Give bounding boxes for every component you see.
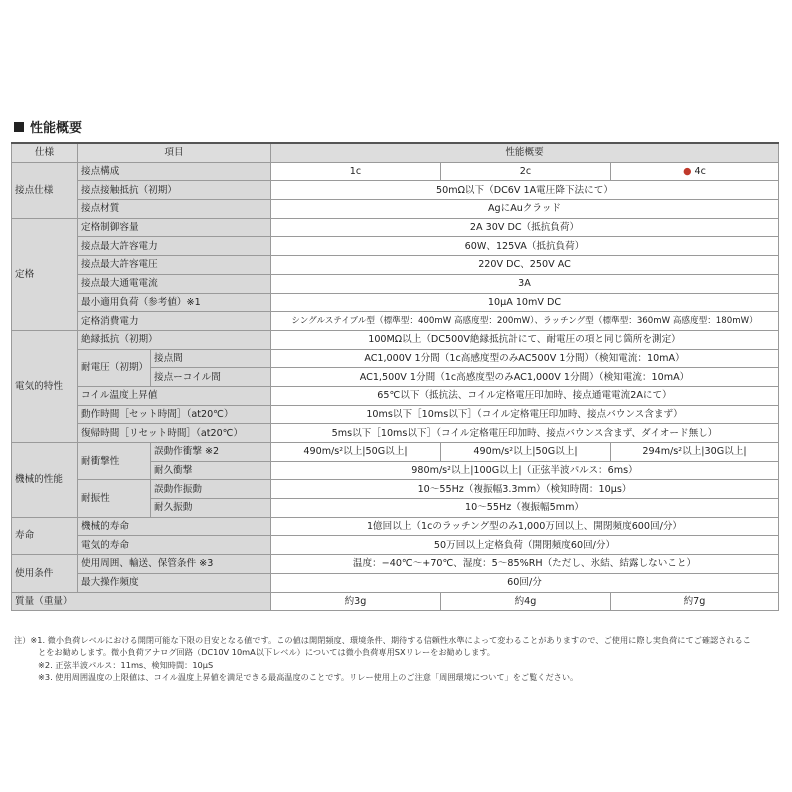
- row-label: 定格制御容量: [78, 218, 271, 237]
- table-row: [12, 218, 779, 237]
- table-row: [12, 330, 779, 349]
- cell-4c: [611, 162, 779, 181]
- group-contact: 接点仕様: [12, 162, 78, 218]
- group-rating: 定格: [12, 218, 78, 330]
- row-label: 接点最大通電電流: [78, 274, 271, 293]
- row-value: 10ms以下［10ms以下］（コイル定格電圧印加時、接点バウンス含まず）: [271, 405, 779, 424]
- table-row: [12, 424, 779, 443]
- table-row: [12, 293, 779, 312]
- table-row: [12, 592, 779, 611]
- row-value: 60回/分: [271, 573, 779, 592]
- header-spec: 仕様: [12, 143, 78, 162]
- row-label: 耐電圧（初期）: [78, 349, 151, 386]
- section-title: [14, 117, 82, 136]
- table-row: [12, 200, 779, 219]
- row-label: 最大操作頻度: [78, 573, 271, 592]
- row-value: 65℃以下（抵抗法、コイル定格電圧印加時、接点通電電流2Aにて）: [271, 386, 779, 405]
- mass-4c: 約7g: [611, 592, 779, 611]
- row-value: 10〜55Hz（複振幅5mm）: [271, 499, 779, 518]
- row-label: 最小適用負荷（参考値）※1: [78, 293, 271, 312]
- row-value: 100MΩ以上（DC500V絶縁抵抗計にて、耐電圧の項と同じ箇所を測定）: [271, 330, 779, 349]
- row-value: 60W、125VA（抵抗負荷）: [271, 237, 779, 256]
- row-label: 耐衝撃性: [78, 443, 151, 480]
- footnote-1-cont: とをお勧めします。微小負荷アナログ回路（DC10V 10mA以下レベル）については微小負荷専用SXリレーをお勧めします。: [38, 647, 495, 658]
- row-value: 温度：−40℃〜+70℃、湿度：5〜85%RH（ただし、氷結、結露しないこと）: [271, 555, 779, 574]
- row-value: 10μA 10mV DC: [271, 293, 779, 312]
- shock-4c: 294m/s²以上|30G以上|: [611, 443, 779, 462]
- table-row: [12, 536, 779, 555]
- row-value: シングルステイブル型（標準型：400mW 高感度型：200mW）、ラッチング型（標準型：360mW 高感度型：180mW）: [271, 312, 779, 331]
- table-row: [12, 181, 779, 200]
- group-mass: 質量（重量）: [12, 592, 271, 611]
- table-row: [12, 162, 779, 181]
- cell-1c: 1c: [271, 162, 441, 181]
- row-value: 10〜55Hz（複振幅3.3mm）（検知時間：10μs）: [271, 480, 779, 499]
- row-label: 接点構成: [78, 162, 271, 181]
- sub-label: 接点ーコイル間: [151, 368, 271, 387]
- row-label: 電気的寿命: [78, 536, 271, 555]
- table-row: [12, 256, 779, 275]
- row-value: 5ms以下［10ms以下］（コイル定格電圧印加時、接点バウンス含まず、ダイオード無し）: [271, 424, 779, 443]
- row-label: 接点最大許容電力: [78, 237, 271, 256]
- table-row: [12, 237, 779, 256]
- row-label: 使用周囲、輸送、保管条件 ※3: [78, 555, 271, 574]
- row-label: コイル温度上昇値: [78, 386, 271, 405]
- row-value: 3A: [271, 274, 779, 293]
- section-title-text: 性能概要: [30, 121, 83, 136]
- new-mark-icon: ●: [683, 166, 692, 178]
- header-summary: 性能概要: [271, 143, 779, 162]
- row-label: 接点材質: [78, 200, 271, 219]
- group-electrical: 電気的特性: [12, 330, 78, 442]
- sub-label: 誤動作衝撃 ※2: [151, 443, 271, 462]
- row-label: 接点最大許容電圧: [78, 256, 271, 275]
- sub-label: 耐久衝撃: [151, 461, 271, 480]
- row-value: 220V DC、250V AC: [271, 256, 779, 275]
- table-row: [12, 405, 779, 424]
- row-label: 動作時間［セット時間］（at20℃）: [78, 405, 271, 424]
- row-value: 50万回以上定格負荷（開閉頻度60回/分）: [271, 536, 779, 555]
- row-value: 1億回以上（1cのラッチング型のみ1,000万回以上、開閉頻度600回/分）: [271, 517, 779, 536]
- table-row: [12, 312, 779, 331]
- footnotes: [14, 634, 784, 683]
- sub-label: 耐久振動: [151, 499, 271, 518]
- row-value: AC1,500V 1分間（1c高感度型のみAC1,000V 1分間）（検知電流：10mA）: [271, 368, 779, 387]
- square-bullet-icon: [14, 122, 24, 132]
- row-label: 絶縁抵抗（初期）: [78, 330, 271, 349]
- table-row: [12, 517, 779, 536]
- table-row: [12, 443, 779, 462]
- footnote-1: 注）※1. 微小負荷レベルにおける開閉可能な下限の目安となる値です。この値は開閉頻度、環境条件、期待する信頼性水準によって変わることがありますので、ご使用に際し実負荷にてご確認されるこ: [14, 635, 751, 645]
- table-row: [12, 386, 779, 405]
- row-label: 機械的寿命: [78, 517, 271, 536]
- mass-1c: 約3g: [271, 592, 441, 611]
- row-value: 2A 30V DC（抵抗負荷）: [271, 218, 779, 237]
- table-row: [12, 349, 779, 368]
- row-value: 50mΩ以下（DC6V 1A電圧降下法にて）: [271, 181, 779, 200]
- table-row: [12, 573, 779, 592]
- cell-2c: 2c: [441, 162, 611, 181]
- table-header-row: [12, 143, 779, 162]
- row-value: AgにAuクラッド: [271, 200, 779, 219]
- row-value: AC1,000V 1分間（1c高感度型のみAC500V 1分間）（検知電流：10mA）: [271, 349, 779, 368]
- spec-table: [11, 142, 779, 611]
- header-item: 項目: [78, 143, 271, 162]
- mass-2c: 約4g: [441, 592, 611, 611]
- table-row: [12, 480, 779, 499]
- row-label: 接点接触抵抗（初期）: [78, 181, 271, 200]
- group-conditions: 使用条件: [12, 555, 78, 592]
- shock-2c: 490m/s²以上|50G以上|: [441, 443, 611, 462]
- row-value: 980m/s²以上|100G以上|（正弦半波パルス：6ms）: [271, 461, 779, 480]
- footnote-3: ※3. 使用周囲温度の上限値は、コイル温度上昇値を満足できる最高温度のことです。リレー使用上のご注意「周囲環境について」をご覧ください。: [38, 671, 579, 682]
- sub-label: 接点間: [151, 349, 271, 368]
- group-mechanical: 機械的性能: [12, 443, 78, 518]
- table-row: [12, 274, 779, 293]
- sub-label: 誤動作振動: [151, 480, 271, 499]
- footnote-2: ※2. 正弦半波パルス：11ms、検知時間：10μS: [38, 659, 214, 670]
- table-row: [12, 555, 779, 574]
- row-label: 復帰時間［リセット時間］（at20℃）: [78, 424, 271, 443]
- cell-4c-label: 4c: [694, 166, 706, 178]
- row-label: 耐振性: [78, 480, 151, 517]
- shock-1c: 490m/s²以上|50G以上|: [271, 443, 441, 462]
- row-label: 定格消費電力: [78, 312, 271, 331]
- group-life: 寿命: [12, 517, 78, 554]
